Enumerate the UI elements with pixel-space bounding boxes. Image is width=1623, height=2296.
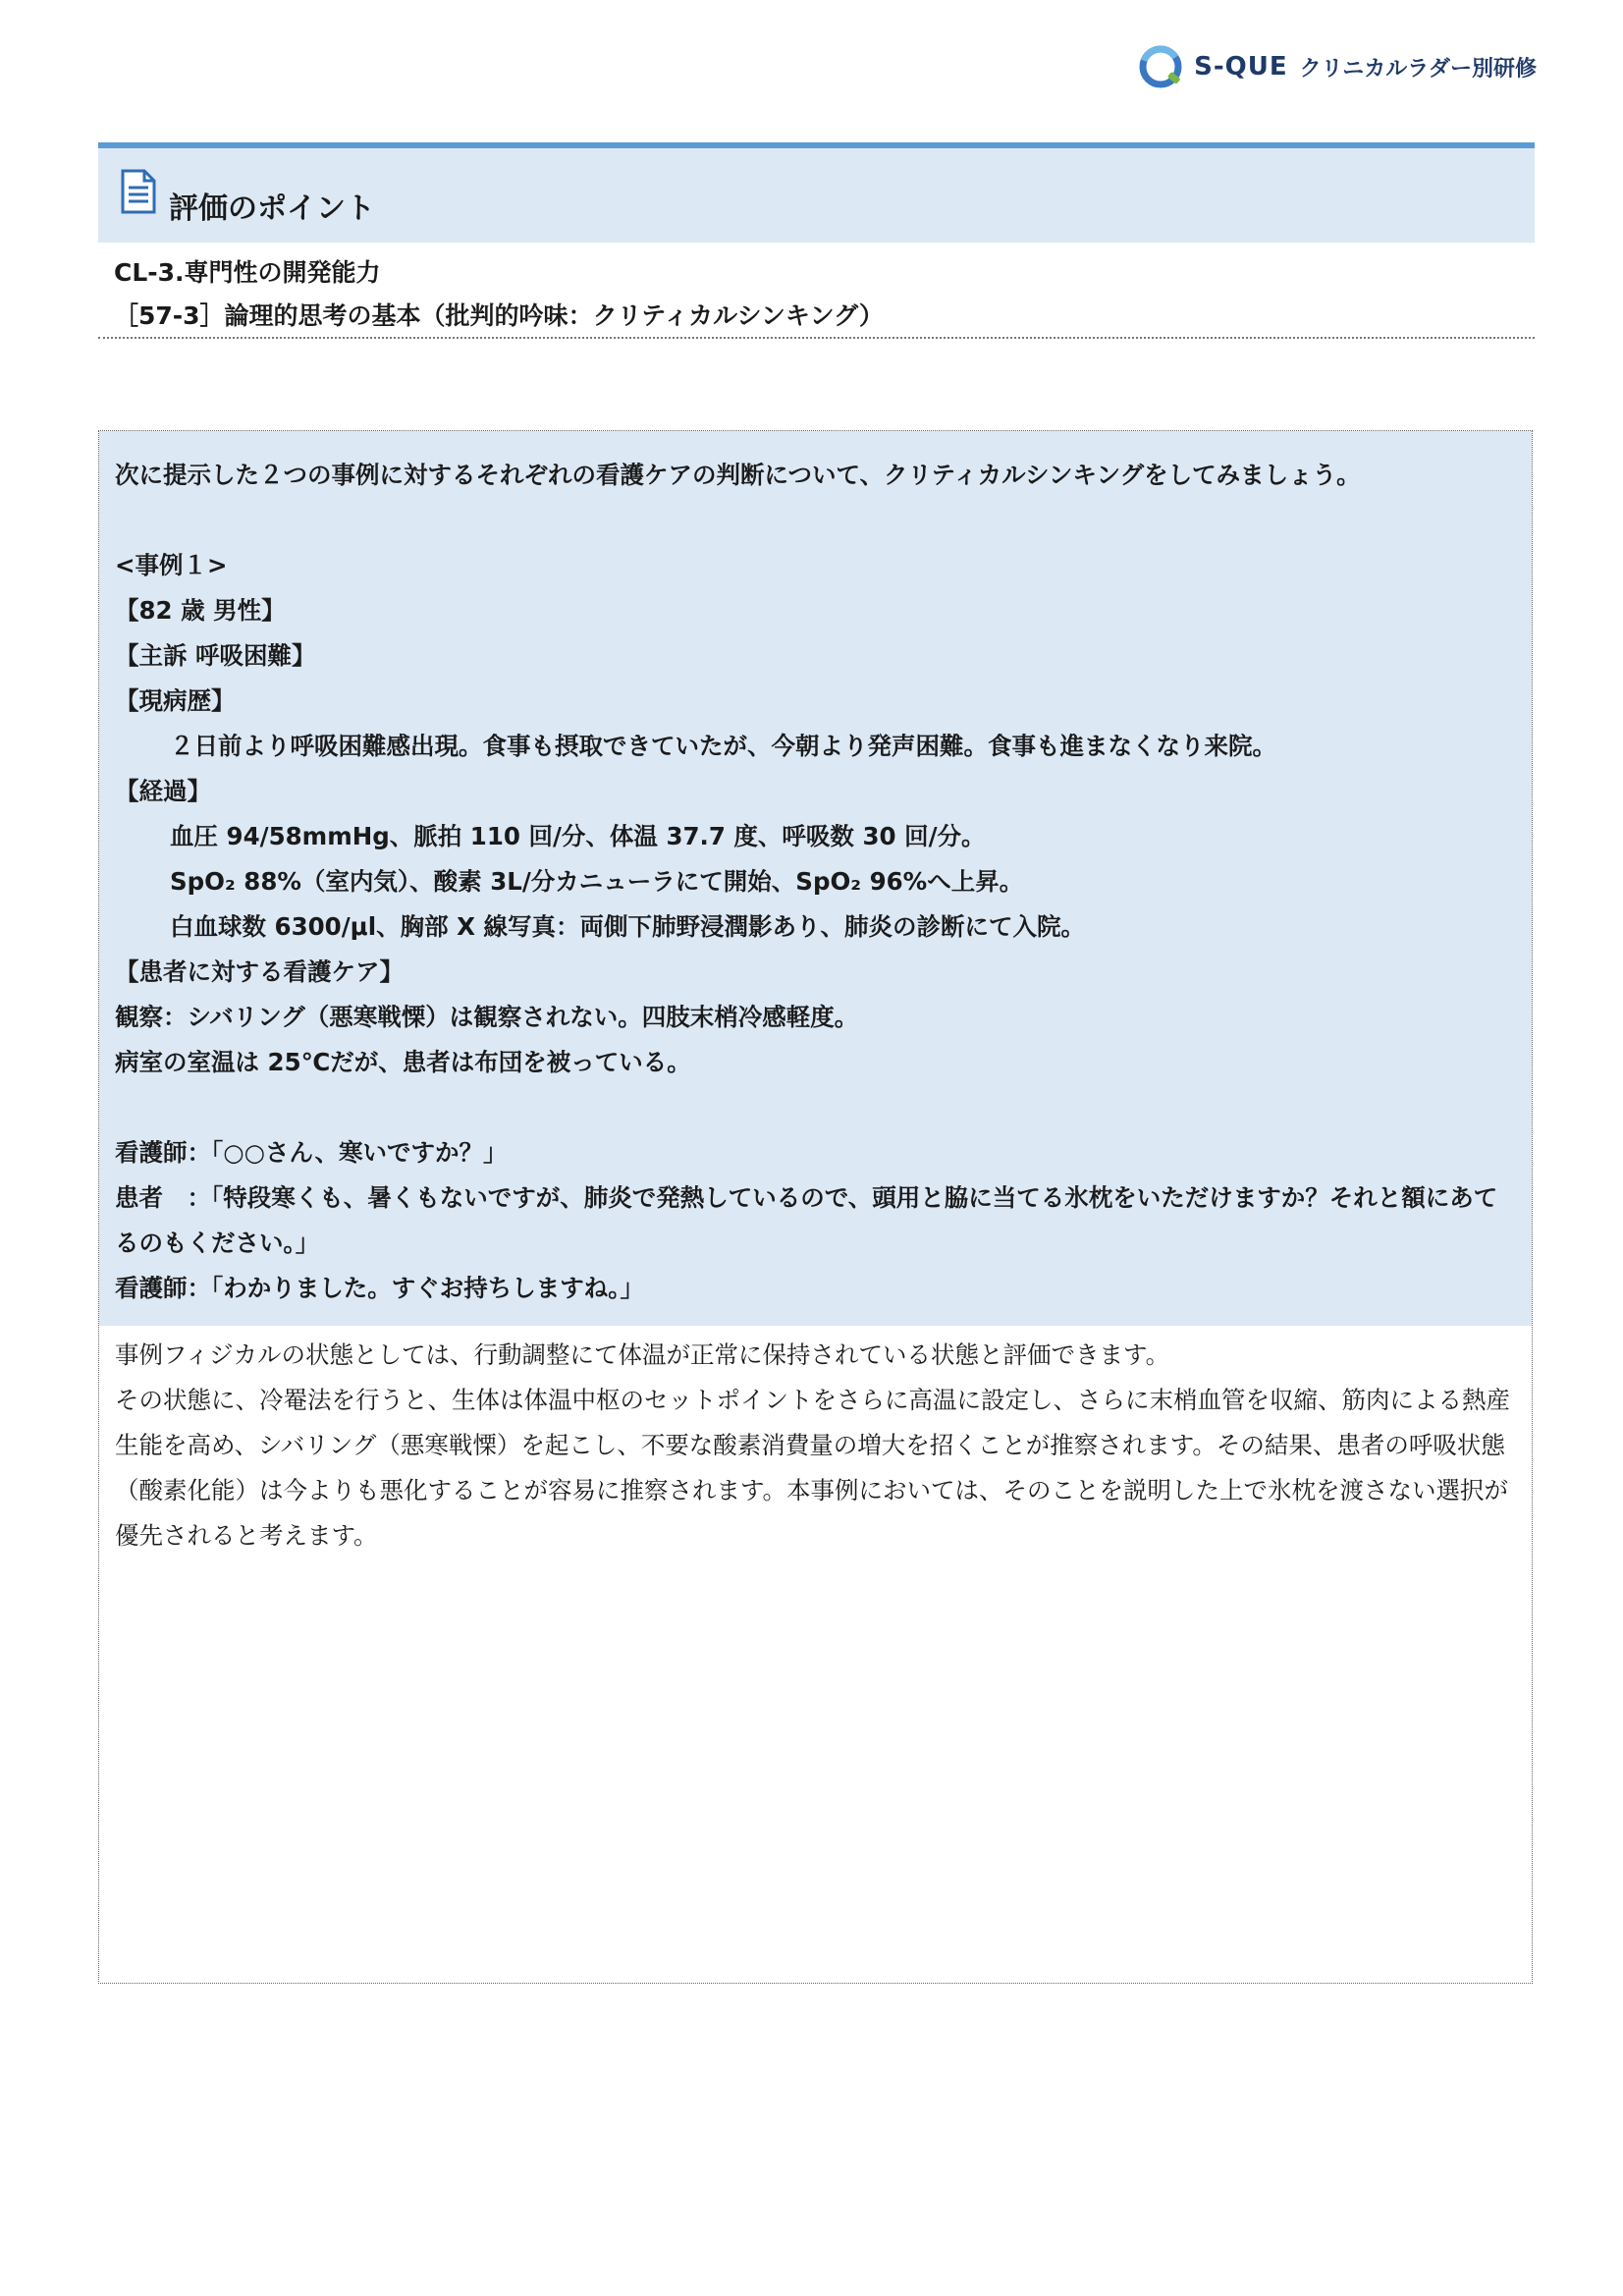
course-oxygen: SpO₂ 88%（室内気）、酸素 3L/分カニューラにて開始、SpO₂ 96%へ上昇。: [170, 867, 1024, 896]
brand-name: S-QUE: [1194, 52, 1288, 82]
care-room: 病室の室温は 25℃だが、患者は布団を被っている。: [115, 1048, 691, 1076]
case-panel: [99, 431, 1532, 1326]
brand-header: [1139, 43, 1537, 90]
section-header: [98, 148, 1535, 243]
course-vitals: 血圧 94/58mmHg、脈拍 110 回/分、体温 37.7 度、呼吸数 30 回/分。: [170, 822, 986, 850]
care-observation: 観察：シバリング（悪寒戦慄）は観察されない。四肢末梢冷感軽度。: [115, 1003, 859, 1031]
history-label: 【現病歴】: [115, 686, 236, 715]
content-box: [98, 430, 1533, 1984]
course-title: ［57-3］論理的思考の基本（批判的吟味：クリティカルシンキング）: [114, 301, 884, 330]
case-label: <事例１>: [115, 551, 228, 579]
brand-subtitle: クリニカルラダー別研修: [1299, 56, 1537, 82]
dotted-divider: [98, 337, 1535, 339]
blank-line: [115, 1085, 1509, 1130]
patient-age: 【82 歳 男性】: [115, 596, 286, 625]
chief-complaint: 【主訴 呼吸困難】: [115, 641, 316, 670]
course-labs: 白血球数 6300/μl、胸部 X 線写真：両側下肺野浸潤影あり、肺炎の診断にて入院。: [170, 912, 1086, 941]
care-label: 【患者に対する看護ケア】: [115, 957, 404, 986]
competency-heading: CL-3.専門性の開発能力: [114, 258, 381, 287]
dialog-nurse-2: 看護師：「わかりました。すぐお持ちしますね。」: [115, 1274, 644, 1302]
answer-text: [115, 1333, 1517, 1558]
case-intro: 次に提示した２つの事例に対するそれぞれの看護ケアの判断について、クリティカルシンキングをしてみましょう。: [115, 461, 1361, 489]
answer-line-2: その状態に、冷罨法を行うと、生体は体温中枢のセットポイントをさらに高温に設定し、さらに末梢血管を収縮、筋肉による熱産生能を高め、シバリング（悪寒戦慄）を起こし、不要な酸素消費量の増大を招くことが推察されます。その結果、患者の呼吸状態（酸素化能）は今よりも悪化することが容易に推察されます。本事例においては、そのことを説明した上で氷枕を渡さない選択が優先されると考えます。: [115, 1386, 1510, 1550]
answer-line-1: 事例フィジカルの状態としては、行動調整にて体温が正常に保持されている状態と評価できます。: [115, 1340, 1170, 1369]
course-label: 【経過】: [115, 777, 211, 805]
case-text: [115, 453, 1509, 1311]
blank-line: [115, 498, 1509, 543]
section-title: 評価のポイント: [169, 191, 375, 226]
dialog-nurse-1: 看護師：「○○さん、寒いですか？」: [115, 1138, 508, 1167]
dialog-patient: 患者 ：「特段寒くも、暑くもないですが、肺炎で発熱しているので、頭用と脇に当てる氷枕をいただけますか？それと額にあてるのもください。」: [115, 1183, 1498, 1257]
document-icon: [120, 168, 157, 215]
history-text: ２日前より呼吸困難感出現。食事も摂取できていたが、今朝より発声困難。食事も進まなくなり来院。: [170, 732, 1276, 760]
s-que-logo-icon: [1139, 43, 1186, 90]
